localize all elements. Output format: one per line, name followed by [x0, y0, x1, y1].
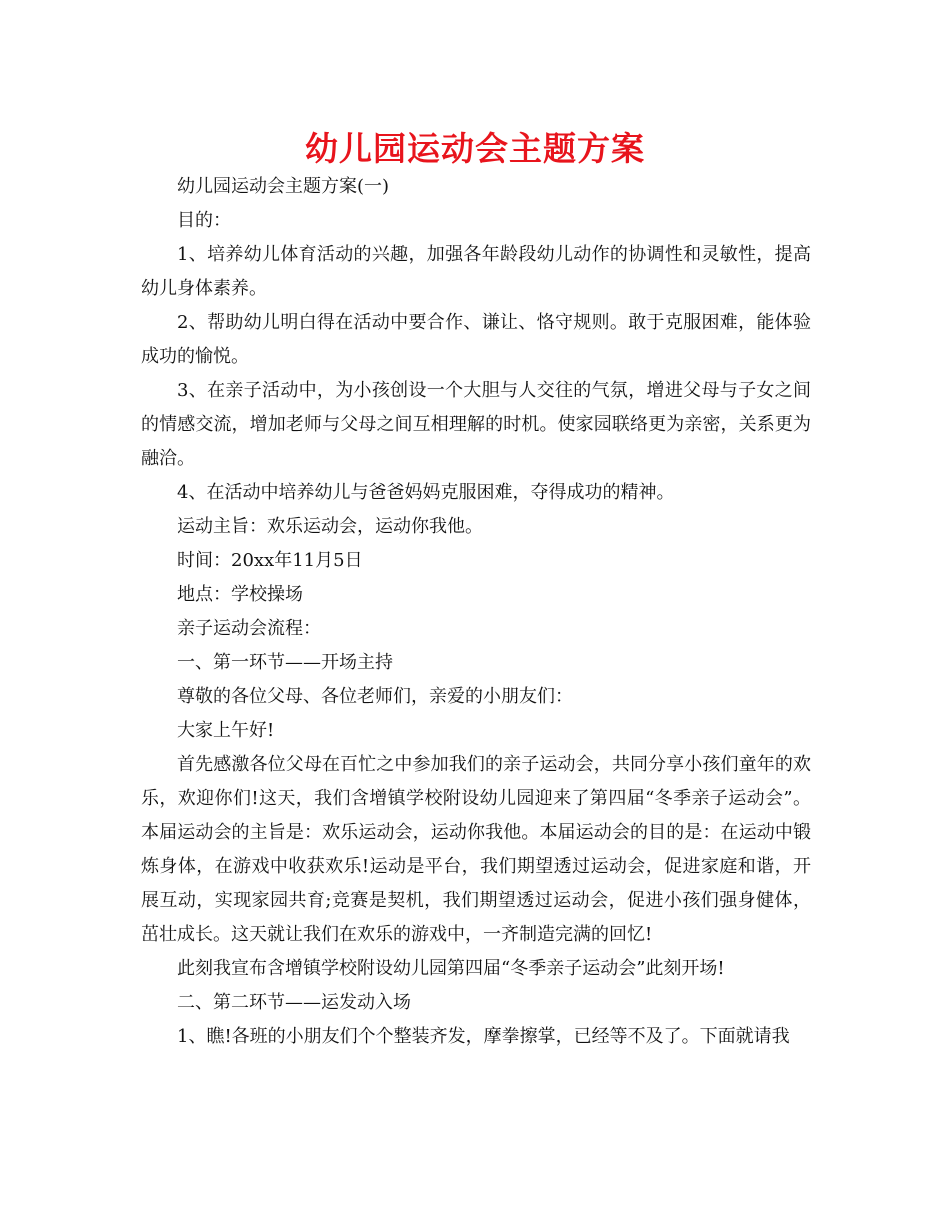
document-title: 幼儿园运动会主题方案 — [305, 129, 645, 168]
document-body — [141, 170, 811, 1054]
paragraph: 1、瞧!各班的小朋友们个个整装齐发，摩拳擦掌，已经等不及了。下面就请我 — [177, 1026, 790, 1047]
paragraph: 首先感激各位父母在百忙之中参加我们的亲子运动会，共同分享小孩们童年的欢乐，欢迎你们!这天，我们含增镇学校附设幼儿园迎来了第四届“冬季亲子运动会”。本届运动会的主旨是：欢乐运动会，运动你我他。本届运动会的目的是：在运动中锻炼身体，在游戏中收获欢乐!运动是平台，我们期望透过运动会，促进家庭和谐，开展互动，实现家园共育;竞赛是契机，我们期望透过运动会，促进小孩们强身健体，茁壮成长。这天就让我们在欢乐的游戏中，一齐制造完满的回忆! — [141, 754, 811, 945]
paragraph: 亲子运动会流程： — [177, 618, 321, 639]
paragraph: 幼儿园运动会主题方案(一) — [177, 176, 390, 197]
paragraph: 目的： — [177, 210, 231, 231]
paragraph: 尊敬的各位父母、各位老师们，亲爱的小朋友们： — [177, 686, 573, 707]
paragraph: 运动主旨：欢乐运动会，运动你我他。 — [177, 516, 483, 537]
paragraph: 3、在亲子活动中，为小孩创设一个大胆与人交往的气氛，增进父母与子女之间的情感交流，增加老师与父母之间互相理解的时机。使家园联络更为亲密，关系更为融洽。 — [141, 380, 811, 469]
paragraph: 1、培养幼儿体育活动的兴趣，加强各年龄段幼儿动作的协调性和灵敏性，提高幼儿身体素养。 — [141, 244, 811, 299]
paragraph: 地点：学校操场 — [177, 584, 303, 605]
paragraph: 时间：20xx年11月5日 — [177, 550, 363, 571]
paragraph: 大家上午好! — [177, 720, 275, 741]
paragraph: 一、第一环节——开场主持 — [177, 652, 393, 673]
paragraph: 此刻我宣布含增镇学校附设幼儿园第四届“冬季亲子运动会”此刻开场! — [177, 958, 725, 979]
paragraph: 二、第二环节——运发动入场 — [177, 992, 411, 1013]
paragraph: 4、在活动中培养幼儿与爸爸妈妈克服困难，夺得成功的精神。 — [177, 482, 675, 503]
paragraph: 2、帮助幼儿明白得在活动中要合作、谦让、恪守规则。敢于克服困难，能体验成功的愉悦。 — [141, 312, 811, 367]
